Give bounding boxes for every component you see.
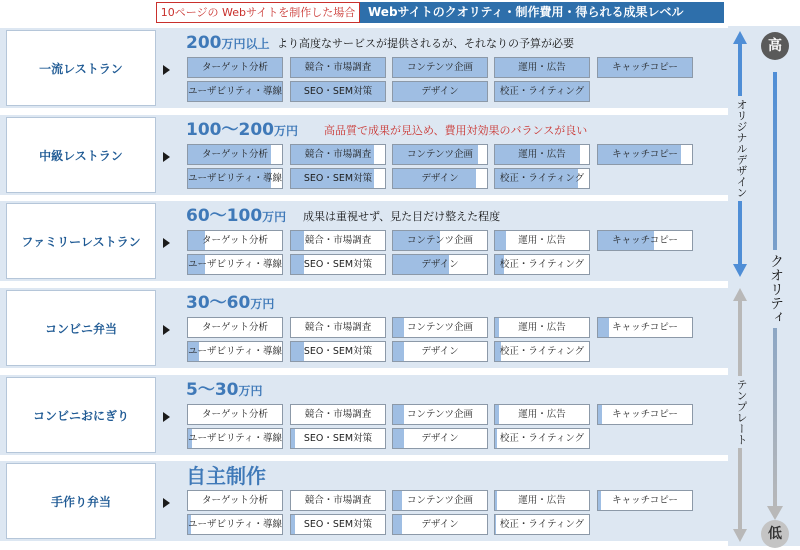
price-range — [186, 292, 274, 315]
price-unit: 万円 — [262, 210, 287, 224]
low-circle: 低 — [761, 520, 789, 548]
tier-name: 中級レストラン — [39, 148, 123, 163]
task-chip — [494, 490, 590, 511]
price-unit: 万円 — [273, 124, 298, 138]
task-label: キャッチコピー — [612, 149, 678, 160]
task-label: 校正・ライティング — [499, 259, 585, 270]
task-label: デザイン — [421, 173, 459, 184]
price-value: 100～200 — [186, 120, 274, 140]
task-label: 競合・市場調査 — [304, 235, 372, 246]
task-chip — [392, 81, 488, 102]
task-label: コンテンツ企画 — [406, 322, 474, 333]
tier-row — [0, 461, 800, 541]
task-label: コンテンツ企画 — [406, 149, 474, 160]
task-chip — [597, 57, 693, 78]
price-value: 30～60 — [186, 293, 251, 313]
task-label: コンテンツ企画 — [406, 235, 474, 246]
task-label: ユーザビリティ・導線 — [188, 433, 283, 444]
task-chip — [494, 168, 590, 189]
tier-name-box — [6, 463, 156, 539]
price-unit: 万円 — [250, 297, 275, 311]
task-label: 運用・広告 — [518, 409, 566, 420]
task-chip — [187, 254, 283, 275]
task-label: 校正・ライティング — [499, 86, 585, 97]
task-chip — [290, 428, 386, 449]
task-label: ターゲット分析 — [201, 149, 269, 160]
task-chip — [187, 490, 283, 511]
task-label: コンテンツ企画 — [406, 62, 474, 73]
tier-row — [0, 375, 800, 455]
tier-name: 一流レストラン — [39, 61, 123, 76]
template-label: テンプレート — [732, 376, 750, 448]
task-label: デザイン — [421, 86, 459, 97]
tier-row — [0, 28, 800, 108]
task-label: 競合・市場調査 — [304, 322, 372, 333]
task-chip — [392, 230, 488, 251]
task-label: SEO・SEM対策 — [303, 433, 373, 444]
price-value: 自主制作 — [186, 464, 266, 488]
task-label: 校正・ライティング — [499, 173, 585, 184]
task-chip — [494, 404, 590, 425]
task-label: キャッチコピー — [612, 62, 678, 73]
task-chip — [290, 168, 386, 189]
task-chip — [392, 341, 488, 362]
task-label: 競合・市場調査 — [304, 62, 372, 73]
task-label: 競合・市場調査 — [304, 409, 372, 420]
blue-arrow-down-icon — [733, 264, 747, 277]
task-label: デザイン — [421, 346, 459, 357]
task-chip — [290, 404, 386, 425]
task-chip — [290, 254, 386, 275]
tier-row — [0, 288, 800, 368]
task-label: 運用・広告 — [518, 495, 566, 506]
task-chip — [494, 254, 590, 275]
task-chip — [290, 317, 386, 338]
play-triangle-icon — [163, 498, 170, 508]
task-label: ユーザビリティ・導線 — [188, 346, 283, 357]
task-chip — [187, 57, 283, 78]
task-label: ターゲット分析 — [201, 322, 269, 333]
task-chip — [494, 514, 590, 535]
price-value: 60～100 — [186, 206, 263, 226]
task-label: ターゲット分析 — [201, 409, 269, 420]
task-chip — [187, 168, 283, 189]
task-chip — [392, 144, 488, 165]
tier-description: 高品質で成果が見込め、費用対効果のバランスが良い — [324, 124, 588, 137]
task-label: ターゲット分析 — [201, 495, 269, 506]
task-chip — [494, 81, 590, 102]
task-label: コンテンツ企画 — [406, 409, 474, 420]
task-label: 校正・ライティング — [499, 346, 585, 357]
task-chip — [290, 230, 386, 251]
play-triangle-icon — [163, 238, 170, 248]
task-label: ターゲット分析 — [201, 62, 269, 73]
side-panel — [728, 26, 800, 546]
task-chip — [187, 317, 283, 338]
task-label: ユーザビリティ・導線 — [188, 259, 283, 270]
tier-description: 成果は重視せず、見た目だけ整えた程度 — [303, 210, 501, 223]
tier-name-box — [6, 30, 156, 106]
task-chip — [290, 81, 386, 102]
task-chip — [187, 230, 283, 251]
task-label: ターゲット分析 — [201, 235, 269, 246]
scenario-label: 10ページの Webサイトを制作した場合 — [156, 2, 360, 23]
task-chip — [392, 317, 488, 338]
tier-name-box — [6, 117, 156, 193]
task-label: SEO・SEM対策 — [303, 259, 373, 270]
task-label: デザイン — [421, 519, 459, 530]
tier-name-box — [6, 203, 156, 279]
task-chip — [494, 428, 590, 449]
task-label: 運用・広告 — [518, 235, 566, 246]
price-range — [186, 205, 286, 228]
task-label: SEO・SEM対策 — [303, 86, 373, 97]
task-label: キャッチコピー — [612, 322, 678, 333]
price-range — [186, 32, 270, 55]
task-chip — [494, 317, 590, 338]
task-chip — [597, 317, 693, 338]
task-chip — [597, 404, 693, 425]
price-value: 5～30 — [186, 380, 239, 400]
task-chip — [187, 428, 283, 449]
tier-name-box — [6, 377, 156, 453]
tier-name: 手作り弁当 — [50, 494, 111, 509]
task-chip — [392, 57, 488, 78]
task-chip — [494, 341, 590, 362]
task-chip — [290, 341, 386, 362]
tier-row — [0, 115, 800, 195]
task-label: デザイン — [421, 259, 459, 270]
task-label: ユーザビリティ・導線 — [188, 519, 283, 530]
task-chip — [392, 514, 488, 535]
gray-arrow-down-icon — [733, 529, 747, 542]
task-chip — [597, 230, 693, 251]
original-design-label: オリジナルデザイン — [732, 96, 750, 201]
task-label: SEO・SEM対策 — [303, 346, 373, 357]
task-label: ユーザビリティ・導線 — [188, 173, 283, 184]
task-label: キャッチコピー — [612, 495, 678, 506]
task-label: デザイン — [421, 433, 459, 444]
tier-name: コンビニおにぎり — [32, 408, 129, 423]
task-chip — [187, 514, 283, 535]
price-range — [186, 465, 266, 487]
task-label: ユーザビリティ・導線 — [188, 86, 283, 97]
task-label: キャッチコピー — [612, 409, 678, 420]
play-triangle-icon — [163, 412, 170, 422]
tier-row — [0, 201, 800, 281]
task-chip — [290, 57, 386, 78]
play-triangle-icon — [163, 65, 170, 75]
tier-description: より高度なサービスが提供されるが、それなりの予算が必要 — [277, 37, 574, 50]
task-chip — [290, 514, 386, 535]
task-chip — [187, 341, 283, 362]
task-label: 校正・ライティング — [499, 433, 585, 444]
task-label: キャッチコピー — [612, 235, 678, 246]
task-chip — [494, 57, 590, 78]
task-chip — [597, 490, 693, 511]
task-label: 運用・広告 — [518, 149, 566, 160]
task-label: 競合・市場調査 — [304, 495, 372, 506]
task-label: 校正・ライティング — [499, 519, 585, 530]
task-chip — [392, 404, 488, 425]
quality-label: クオリティ — [765, 250, 787, 328]
tier-name: ファミリーレストラン — [21, 234, 141, 249]
task-label: 競合・市場調査 — [304, 149, 372, 160]
tier-name: コンビニ弁当 — [44, 321, 117, 336]
task-label: コンテンツ企画 — [406, 495, 474, 506]
task-chip — [597, 144, 693, 165]
play-triangle-icon — [163, 325, 170, 335]
price-value: 200 — [186, 33, 222, 53]
task-chip — [187, 81, 283, 102]
price-range — [186, 119, 298, 142]
task-label: 運用・広告 — [518, 322, 566, 333]
task-chip — [187, 144, 283, 165]
quality-arrow-down-icon — [767, 506, 783, 520]
task-chip — [392, 490, 488, 511]
task-chip — [187, 404, 283, 425]
task-chip — [392, 168, 488, 189]
task-chip — [290, 144, 386, 165]
task-chip — [392, 254, 488, 275]
tier-name-box — [6, 290, 156, 366]
task-chip — [494, 230, 590, 251]
task-chip — [392, 428, 488, 449]
task-label: SEO・SEM対策 — [303, 173, 373, 184]
task-chip — [290, 490, 386, 511]
price-unit: 万円以上 — [221, 37, 270, 51]
task-label: 運用・広告 — [518, 62, 566, 73]
play-triangle-icon — [163, 152, 170, 162]
task-label: SEO・SEM対策 — [303, 519, 373, 530]
high-circle: 高 — [761, 32, 789, 60]
task-chip — [494, 144, 590, 165]
price-unit: 万円 — [238, 384, 263, 398]
price-range — [186, 379, 263, 402]
chart-title: Webサイトのクオリティ・制作費用・得られる成果レベル — [360, 2, 724, 23]
